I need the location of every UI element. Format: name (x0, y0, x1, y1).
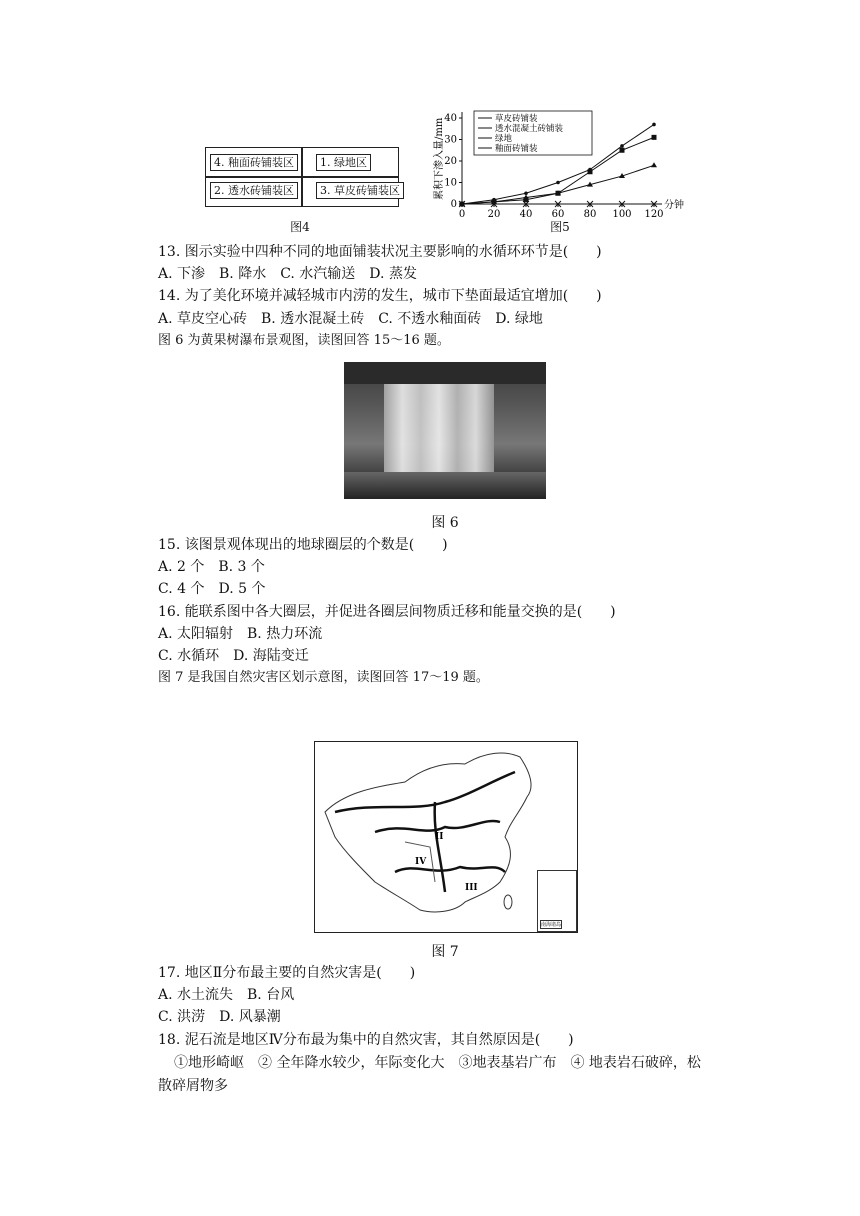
point-square (652, 135, 657, 140)
q16-options-2: C. 水循环 D. 海陆变迁 (158, 648, 309, 664)
legend-label: 透水混凝土砖铺装 (495, 124, 564, 134)
pool (344, 472, 546, 499)
x-tick-label: 120 (644, 209, 664, 220)
figure-7-caption: 图 7 (431, 944, 459, 960)
legend-label: 釉面砖铺装 (495, 144, 538, 154)
y-tick-label: 40 (444, 113, 457, 124)
q18-stem: 18. 泥石流是地区Ⅳ分布最为集中的自然灾害，其自然原因是( ) (158, 1032, 574, 1048)
q17-stem: 17. 地区Ⅱ分布最主要的自然灾害是( ) (158, 965, 416, 981)
point-triangle (651, 162, 657, 167)
point-square (620, 148, 625, 153)
x-tick-label: 100 (612, 209, 632, 220)
series-line (462, 165, 654, 204)
y-axis-label: 累积下渗入量/mm (434, 117, 445, 200)
q14-stem: 14. 为了美化环境并减轻城市内涝的发生，城市下垫面最适宜增加( ) (158, 288, 602, 304)
zone-divider-h (206, 176, 398, 178)
waterfall-photo (344, 362, 546, 499)
waterfall-stream (384, 382, 494, 472)
x-tick-label: 0 (458, 209, 466, 220)
intro-fig7: 图 7 是我国自然灾害区划示意图，读图回答 17～19 题。 (158, 670, 489, 685)
point-dot (620, 144, 624, 148)
q16-stem: 16. 能联系图中各大圈层，并促进各圈层间物质迁移和能量交换的是( ) (158, 604, 616, 620)
region-label-iii: III (465, 883, 478, 893)
point-square (556, 191, 561, 196)
q15-options-2: C. 4 个 D. 5 个 (158, 581, 266, 597)
intro-fig6: 图 6 为黄果树瀑布景观图，读图回答 15～16 题。 (158, 333, 450, 348)
zone-label-1: 1. 绿地区 (316, 154, 371, 171)
figure-4-caption: 图4 (290, 220, 310, 234)
figure-6-caption: 图 6 (431, 515, 459, 531)
legend-label: 绿地 (495, 134, 513, 144)
q16-options-1: A. 太阳辐射 B. 热力环流 (158, 626, 323, 642)
q17-options-2: C. 洪涝 D. 风暴潮 (158, 1009, 281, 1025)
x-tick-label: 80 (583, 209, 597, 220)
figure-5-caption: 图5 (550, 220, 570, 234)
figure-5-chart (430, 108, 700, 233)
q18-options-line2: 散碎屑物多 (158, 1078, 228, 1094)
x-tick-label: 60 (551, 209, 565, 220)
china-hazard-map (314, 741, 578, 933)
q18-options-line1: ①地形崎岖 ② 全年降水较少，年际变化大 ③地表基岩广布 ④ 地表岩石破碎，松 (174, 1055, 701, 1071)
point-square (524, 197, 529, 202)
q13-options: A. 下渗 B. 降水 C. 水汽输送 D. 蒸发 (158, 266, 417, 282)
point-dot (524, 191, 528, 195)
point-dot (652, 123, 656, 127)
point-dot (588, 168, 592, 172)
y-tick-label: 10 (444, 177, 457, 189)
region-label-ii: II (435, 832, 444, 842)
point-dot (492, 198, 496, 202)
q15-stem: 15. 该图景观体现出的地球圈层的个数是( ) (158, 537, 448, 553)
south-china-sea-inset (537, 870, 577, 932)
cliff-top (344, 362, 546, 384)
y-tick-label: 0 (450, 199, 457, 210)
region-label-iv: IV (415, 857, 427, 867)
zone-label-4: 4. 釉面砖铺装区 (210, 154, 298, 171)
figure-4-diagram (205, 147, 399, 207)
inset-label: 南海诸岛 (541, 922, 562, 928)
zone-label-3: 3. 草皮砖铺装区 (316, 182, 404, 199)
x-tick-label: 40 (519, 209, 533, 220)
x-tick-label: 20 (487, 209, 501, 220)
point-dot (556, 181, 560, 185)
q14-options: A. 草皮空心砖 B. 透水混凝土砖 C. 不透水釉面砖 D. 绿地 (158, 311, 543, 327)
q17-options-1: A. 水土流失 B. 台风 (158, 987, 295, 1003)
x-axis-unit: 分钟 (664, 200, 684, 211)
q13-stem: 13. 图示实验中四种不同的地面铺装状况主要影响的水循环环节是( ) (158, 244, 602, 260)
y-tick-label: 20 (444, 156, 457, 167)
y-tick-label: 30 (444, 134, 457, 146)
q15-options-1: A. 2 个 B. 3 个 (158, 559, 265, 575)
legend-label: 草皮砖铺装 (495, 114, 538, 124)
zone-label-2: 2. 透水砖铺装区 (210, 182, 298, 199)
